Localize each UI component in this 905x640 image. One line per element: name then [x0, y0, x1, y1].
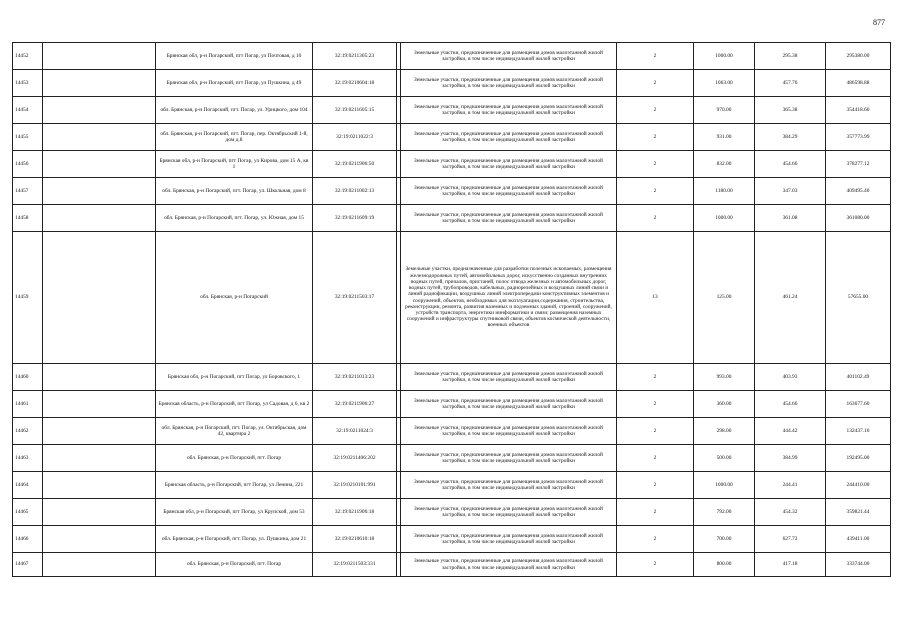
row-cadastral-number: 32:19:0210604:18 [313, 70, 397, 97]
row-rate: 361.08 [755, 205, 826, 232]
row-area: 970.00 [694, 97, 755, 124]
column-gap [43, 364, 156, 391]
row-area: 1000.00 [694, 205, 755, 232]
row-group: 2 [617, 70, 694, 97]
table-row [13, 43, 891, 70]
row-value: 295380.00 [826, 43, 891, 70]
table-row [13, 151, 891, 178]
row-rate: 384.99 [755, 445, 826, 472]
row-rate: 417.18 [755, 553, 826, 577]
column-gap [43, 124, 156, 151]
page-number: 877 [873, 18, 885, 27]
row-cadastral-number: 32:19:0211022:3 [313, 124, 397, 151]
table-row [13, 418, 891, 445]
land-registry-table [12, 42, 891, 577]
row-group: 2 [617, 553, 694, 577]
row-group: 2 [617, 391, 694, 418]
column-gap [43, 97, 156, 124]
row-value: 57655.00 [826, 232, 891, 364]
row-group: 2 [617, 124, 694, 151]
row-value: 244410.00 [826, 472, 891, 499]
row-rate: 444.42 [755, 418, 826, 445]
row-rate: 457.76 [755, 70, 826, 97]
row-rate: 627.73 [755, 526, 826, 553]
row-value: 361080.00 [826, 205, 891, 232]
row-group: 2 [617, 205, 694, 232]
row-id: 14454 [13, 97, 43, 124]
row-address: Брянская обл, р-н Погарский, пгт Погар, ул Кирова, дом 15 А, кв 1 [156, 151, 313, 178]
row-address: обл. Брянская, р-н Погарский [156, 232, 313, 364]
table-row [13, 445, 891, 472]
row-cadastral-number: 32:19:0210101:991 [313, 472, 397, 499]
column-gap [43, 151, 156, 178]
row-address: обл. Брянская, р-н Погарский, пгт. Погар [156, 445, 313, 472]
row-cadastral-number: 32:19:0211503:331 [313, 553, 397, 577]
column-gap [43, 70, 156, 97]
row-rate: 454.32 [755, 499, 826, 526]
row-rate: 454.66 [755, 391, 826, 418]
row-cadastral-number: 32:19:0211503:17 [313, 232, 397, 364]
row-group: 2 [617, 178, 694, 205]
table-row [13, 391, 891, 418]
row-id: 14464 [13, 472, 43, 499]
row-land-use: Земельные участки, предназначенные для размещения домов малоэтажной жилой застройки, в том числе индивидуальной жилой застройки [401, 43, 617, 70]
row-land-use: Земельные участки, предназначенные для размещения домов малоэтажной жилой застройки, в том числе индивидуальной жилой застройки [401, 418, 617, 445]
row-id: 14466 [13, 526, 43, 553]
row-cadastral-number: 32:19:0211013:23 [313, 364, 397, 391]
column-gap [43, 391, 156, 418]
row-area: 500.00 [694, 445, 755, 472]
row-area: 1000.00 [694, 472, 755, 499]
row-id: 14467 [13, 553, 43, 577]
row-land-use: Земельные участки, предназначенные для размещения домов малоэтажной жилой застройки, в том числе индивидуальной жилой застройки [401, 97, 617, 124]
row-land-use: Земельные участки, предназначенные для размещения домов малоэтажной жилой застройки, в том числе индивидуальной жилой застройки [401, 205, 617, 232]
row-cadastral-number: 32:19:0211605:15 [313, 97, 397, 124]
row-rate: 454.66 [755, 151, 826, 178]
row-area: 700.00 [694, 526, 755, 553]
row-land-use: Земельные участки, предназначенные для размещения домов малоэтажной жилой застройки, в том числе индивидуальной жилой застройки [401, 445, 617, 472]
row-area: 792.00 [694, 499, 755, 526]
column-gap [43, 445, 156, 472]
table-row [13, 472, 891, 499]
row-cadastral-number: 32:19:0211002:13 [313, 178, 397, 205]
row-area: 931.00 [694, 124, 755, 151]
row-address: обл. Брянская, р-н Погарский, пгт. Погар, пер. Октябрьский 1-й, дом д.8 [156, 124, 313, 151]
row-group: 2 [617, 526, 694, 553]
row-land-use: Земельные участки, предназначенные для размещения домов малоэтажной жилой застройки, в том числе индивидуальной жилой застройки [401, 364, 617, 391]
row-land-use: Земельные участки, предназначенные для размещения домов малоэтажной жилой застройки, в том числе индивидуальной жилой застройки [401, 526, 617, 553]
row-area: 1180.00 [694, 178, 755, 205]
row-cadastral-number: 32:19:0211906:50 [313, 151, 397, 178]
row-rate: 461.24 [755, 232, 826, 364]
row-id: 14452 [13, 43, 43, 70]
row-area: 125.00 [694, 232, 755, 364]
table-row [13, 499, 891, 526]
table-row [13, 364, 891, 391]
column-gap [43, 526, 156, 553]
table-row [13, 124, 891, 151]
row-id: 14457 [13, 178, 43, 205]
row-land-use: Земельные участки, предназначенные для разработки полезных ископаемых, размещения железнодорожных путей, автомобильных дорог, искусственно созданных внутренних водных путей, причалов, пристаней, полос отвода железных и автомобильных дорог, водных путей, трубопроводов, кабельных, радиорелейных и воздушных линий связи и линий радиофикации, воздушных линий электропередачи конструктивных элементов и сооружений, объектов, необходимых для эксплуатации,содержания, строительства, реконструкции, ремонта, развития наземных и подземных зданий, строений, сооружений, устройств транспорта, энергетики иинформатики и связи; размещения наземных сооружений и инфраструктуры спутниковой связи, объектов космической деятельности, военных объектов [401, 232, 617, 364]
row-value: 439411.00 [826, 526, 891, 553]
table-row [13, 205, 891, 232]
column-gap [43, 418, 156, 445]
table-row [13, 526, 891, 553]
row-id: 14455 [13, 124, 43, 151]
row-area: 1063.00 [694, 70, 755, 97]
row-address: обл. Брянская, р-н Погарский, пгт. Погар [156, 553, 313, 577]
row-area: 298.00 [694, 418, 755, 445]
row-value: 359821.44 [826, 499, 891, 526]
row-value: 357773.99 [826, 124, 891, 151]
row-rate: 403.93 [755, 364, 826, 391]
row-group: 2 [617, 472, 694, 499]
row-cadastral-number: 32:19:0211906:18 [313, 499, 397, 526]
column-gap [43, 178, 156, 205]
row-id: 14459 [13, 232, 43, 364]
row-area: 832.00 [694, 151, 755, 178]
row-cadastral-number: 32:19:0211609:19 [313, 205, 397, 232]
row-address: Брянская обл, р-н Погарский, пгт Погар, ул Почтовая, д 10 [156, 43, 313, 70]
row-value: 486598.88 [826, 70, 891, 97]
row-group: 2 [617, 364, 694, 391]
row-address: Брянская область, р-н Погарский, пгт Погар, ул Садовая, д 6, кв 2 [156, 391, 313, 418]
row-value: 354418.60 [826, 97, 891, 124]
table-body [13, 43, 891, 577]
row-id: 14453 [13, 70, 43, 97]
row-land-use: Земельные участки, предназначенные для размещения домов малоэтажной жилой застройки, в том числе индивидуальной жилой застройки [401, 553, 617, 577]
row-rate: 244.41 [755, 472, 826, 499]
row-rate: 347.03 [755, 178, 826, 205]
row-address: Брянская обл, р-н Погарский, пгт Погар, ул Пушкина, д 49 [156, 70, 313, 97]
table-row [13, 553, 891, 577]
row-value: 132437.16 [826, 418, 891, 445]
table-row [13, 97, 891, 124]
row-value: 401102.49 [826, 364, 891, 391]
row-value: 378277.12 [826, 151, 891, 178]
row-area: 800.00 [694, 553, 755, 577]
table-row [13, 232, 891, 364]
row-address: Брянская область, р-н Погарский, пгт Погар, ул Ленина, 221 [156, 472, 313, 499]
row-land-use: Земельные участки, предназначенные для размещения домов малоэтажной жилой застройки, в том числе индивидуальной жилой застройки [401, 391, 617, 418]
row-rate: 384.29 [755, 124, 826, 151]
row-address: обл. Брянская, р-н Погарский, пгт. Погар, ул. Урицкого, дом 104 [156, 97, 313, 124]
column-gap [43, 205, 156, 232]
row-address: обл. Брянская, р-н Погарский, пгт. Погар, ул. Южная, дом 15 [156, 205, 313, 232]
row-address: Брянская обл, р-н Погарский, пгт Погар, ул Крупской, дом 53 [156, 499, 313, 526]
row-id: 14458 [13, 205, 43, 232]
row-address: Брянская обл, р-н Погарский, пгт Погар, ул Боровского, 1 [156, 364, 313, 391]
column-gap [43, 553, 156, 577]
row-cadastral-number: 32:19:0210610:18 [313, 526, 397, 553]
row-rate: 295.38 [755, 43, 826, 70]
row-rate: 365.38 [755, 97, 826, 124]
row-address: обл. Брянская, р-н Погарский, пгт. Погар, ул. Пушкина, дом 21 [156, 526, 313, 553]
row-land-use: Земельные участки, предназначенные для размещения домов малоэтажной жилой застройки, в том числе индивидуальной жилой застройки [401, 151, 617, 178]
row-id: 14461 [13, 391, 43, 418]
row-area: 360.00 [694, 391, 755, 418]
row-id: 14463 [13, 445, 43, 472]
row-area: 1000.00 [694, 43, 755, 70]
row-group: 2 [617, 418, 694, 445]
row-group: 2 [617, 151, 694, 178]
row-address: обл. Брянская, р-н Погарский, пгт. Погар, ул. Школьная, дом 8 [156, 178, 313, 205]
table-row [13, 178, 891, 205]
row-land-use: Земельные участки, предназначенные для размещения домов малоэтажной жилой застройки, в том числе индивидуальной жилой застройки [401, 124, 617, 151]
column-gap [43, 499, 156, 526]
row-group: 13 [617, 232, 694, 364]
row-group: 2 [617, 43, 694, 70]
row-area: 993.00 [694, 364, 755, 391]
table-row [13, 70, 891, 97]
row-address: обл. Брянская, р-н Погарский, пгт. Погар, ул. Октябрьская, дом 42, квартира 2 [156, 418, 313, 445]
row-land-use: Земельные участки, предназначенные для размещения домов малоэтажной жилой застройки, в том числе индивидуальной жилой застройки [401, 70, 617, 97]
row-land-use: Земельные участки, предназначенные для размещения домов малоэтажной жилой застройки, в том числе индивидуальной жилой застройки [401, 472, 617, 499]
row-value: 409495.40 [826, 178, 891, 205]
row-id: 14460 [13, 364, 43, 391]
row-group: 2 [617, 97, 694, 124]
row-value: 192495.00 [826, 445, 891, 472]
row-value: 333744.00 [826, 553, 891, 577]
row-cadastral-number: 32:19:0211305:23 [313, 43, 397, 70]
row-value: 163677.60 [826, 391, 891, 418]
row-cadastral-number: 32:19:0211024:3 [313, 418, 397, 445]
column-gap [43, 472, 156, 499]
row-group: 2 [617, 445, 694, 472]
column-gap [43, 43, 156, 70]
row-land-use: Земельные участки, предназначенные для размещения домов малоэтажной жилой застройки, в том числе индивидуальной жилой застройки [401, 499, 617, 526]
column-gap [43, 232, 156, 364]
row-cadastral-number: 32:19:0211406:202 [313, 445, 397, 472]
row-group: 2 [617, 499, 694, 526]
row-land-use: Земельные участки, предназначенные для размещения домов малоэтажной жилой застройки, в том числе индивидуальной жилой застройки [401, 178, 617, 205]
row-id: 14462 [13, 418, 43, 445]
row-cadastral-number: 32:19:0211906:27 [313, 391, 397, 418]
row-id: 14465 [13, 499, 43, 526]
row-id: 14456 [13, 151, 43, 178]
